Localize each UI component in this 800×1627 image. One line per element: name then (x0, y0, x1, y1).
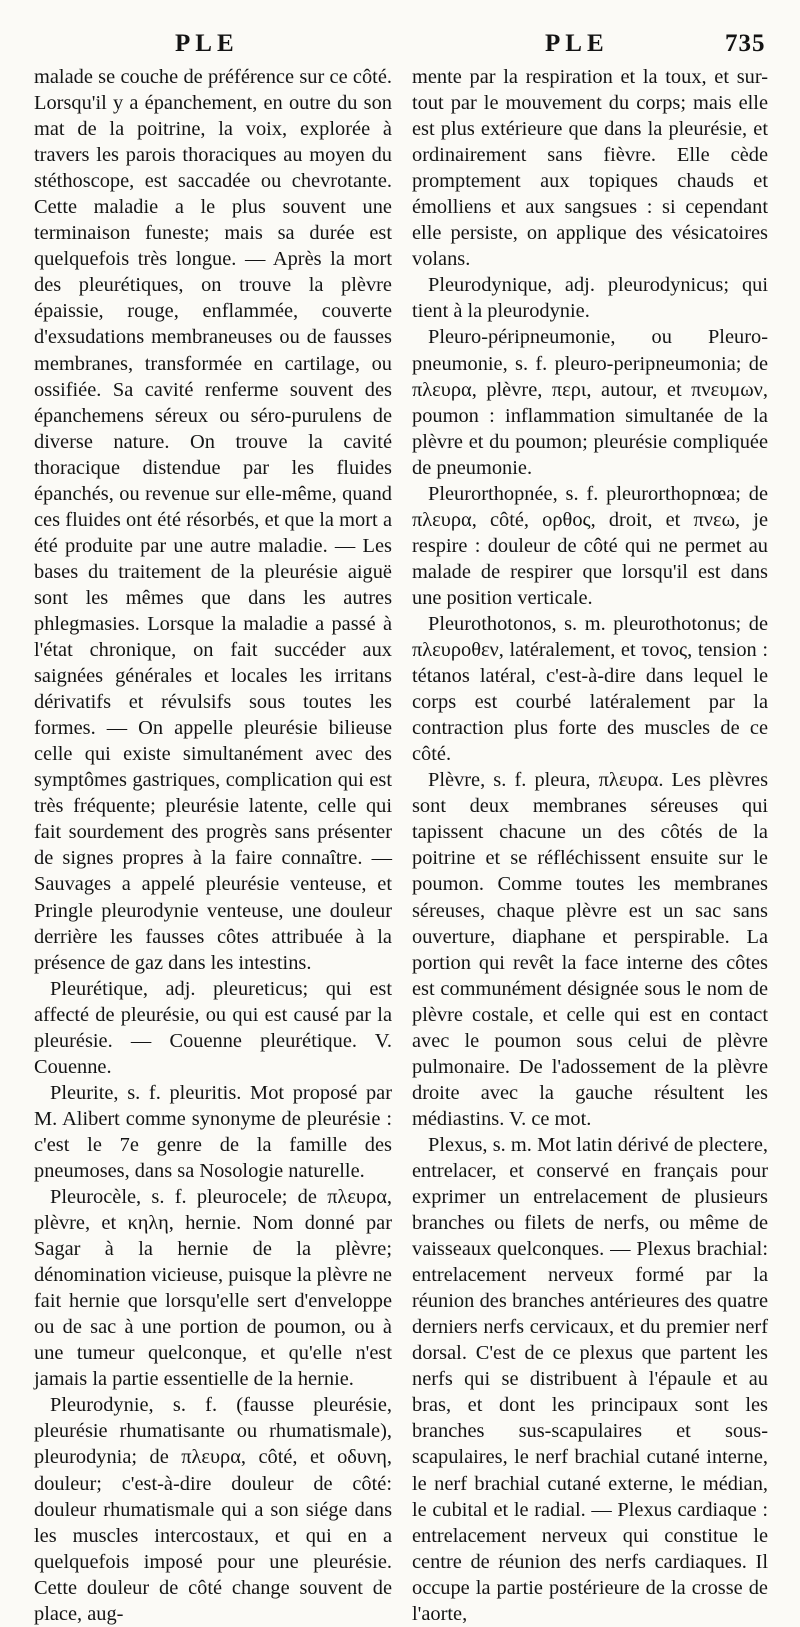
entry-pleuro-peripneumonie: Pleuro-péripneumonie, ou Pleuro-pneumonie, s. f. pleuro-peripneumonia; de πλευρα, plèvre, περι, autour, et πνευμων, poumon : inflammation simultanée de la plèvre et du poumon; pleurésie compliquée de pneumonie. (412, 326, 768, 479)
entry-plevre: Plèvre, s. f. pleura, πλευρα. Les plèvres sont deux membranes séreuses qui tapissent chacune un des côtés de la poitrine et se réfléchissent ensuite sur le poumon. Comme toutes les membranes séreuses, chaque plèvre est un sac sans ouverture, diaphane et perspirable. La portion qui revêt la face interne des côtes est communément désignée sous le nom de plèvre costale, et celle qui est en contact avec le poumon sous celui de plèvre pulmonaire. De l'adossement de la plèvre droite avec la gauche résultent les médiastins. V. ce mot. (412, 769, 768, 1130)
entry-pleurodynique: Pleurodynique, adj. pleurodynicus; qui tient à la pleurodynie. (412, 274, 768, 323)
entry-pleuretique: Pleurétique, adj. pleureticus; qui est affecté de pleurésie, ou qui est causé par la pleurésie. — Couenne pleurétique. V. Couenne. (34, 977, 392, 1078)
paragraph-continued: malade se couche de préférence sur ce côté. Lorsqu'il y a épanchement, en outre du son mat de la poitrine, la voix, explorée à travers les parois thoraciques au moyen du stéthoscope, est saccadée ou chevrotante. Cette maladie a le plus souvent une terminaison funeste; mais sa durée est quelquefois très longue. — Après la mort des pleurétiques, on trouve la plèvre épaissie, rouge, enflammée, couverte d'exsudations membraneuses ou de fausses membranes, transformée en cartilage, ou ossifiée. Sa cavité renferme souvent des épanchemens séreux ou séro-purulens de diverse nature. On trouve la cavité thoracique distendue par les fluides épanchés, ou revenue sur elle-même, quand ces fluides ont été résorbés, et que la mort a été produite par une autre maladie. — Les bases du traitement de la pleurésie aiguë sont les mêmes que dans les autres phlegmasies. Lorsque la maladie a passé à l'état chronique, on fait succéder aux saignées générales et locales les irritans dérivatifs et révulsifs sous toutes les formes. — On appelle pleurésie bilieuse celle qui existe simultanément avec des symptômes gastriques, complication qui est très fréquente; pleurésie latente, celle qui fait sourdement des progrès sans présenter de signes propres à la faire connaître. — Sauvages a appelé pleurésie venteuse, et Pringle pleurodynie venteuse, une douleur derrière les fausses côtes attribuée à la présence de gaz dans les intestins. (34, 66, 392, 974)
entry-plexus: Plexus, s. m. Mot latin dérivé de plectere, entrelacer, et conservé en français pour exprimer un entrelacement de plusieurs branches ou filets de nerfs, ou même de vaisseaux quelconques. — Plexus brachial: entrelacement nerveux formé par la réunion des branches antérieures des quatre derniers nerfs cervicaux, et du premier nerf dorsal. C'est de ce plexus que partent les nerfs qui se distribuent à l'épaule et au bras, et dont les principaux sont les branches sus-scapulaires et sous-scapulaires, le nerf brachial cutané interne, le nerf brachial cutané externe, le médian, le cubital et le radial. — Plexus cardiaque : entrelacement nerveux qui constitue le centre de réunion des nerfs cardiaques. Il occupe la partie postérieure de la crosse de l'aorte, (412, 1133, 768, 1625)
running-head-left: PLE (175, 30, 239, 57)
entry-pleurorthopnee: Pleurorthopnée, s. f. pleurorthopnœa; de πλευρα, côté, ορθος, droit, et πνεω, je respire : douleur de côté qui ne permet au malade de respirer que lorsqu'il est dans une position verticale. (412, 482, 768, 609)
entry-pleurite: Pleurite, s. f. pleuritis. Mot proposé par M. Alibert comme synonyme de pleurésie : c'est le 7e genre de la famille des pneumoses, dans sa Nosologie naturelle. (34, 1081, 392, 1182)
left-column (34, 64, 392, 1627)
page-number: 735 (725, 30, 766, 57)
entry-pleurodynie: Pleurodynie, s. f. (fausse pleurésie, pleurésie rhumatisante ou rhumatismale), pleurodynia; de πλευρα, côté, et οδυνη, douleur; c'est-à-dire douleur de côté: douleur rhumatismale qui a son siége dans les muscles intercostaux, et qui en a quelquefois imposé pour une pleurésie. Cette douleur de côté change souvent de place, aug- (34, 1394, 392, 1625)
entry-pleurothotonos: Pleurothotonos, s. m. pleurothotonus; de πλευροθεν, latéralement, et τονος, tension : tétanos latéral, c'est-à-dire dans lequel le corps est courbé latéralement par la contraction plus forte des muscles de ce côté. (412, 612, 768, 766)
paragraph-continued-right: mente par la respiration et la toux, et sur-tout par le mouvement du corps; mais elle est plus extérieure que dans la pleurésie, et ordinairement sans fièvre. Elle cède promptement aux topiques chauds et émolliens et aux sangsues : si cependant elle persiste, on applique des vésicatoires volans. (412, 66, 768, 271)
entry-pleurocele: Pleurocèle, s. f. pleurocele; de πλευρα, plèvre, et κηλη, hernie. Nom donné par Sagar à la hernie de la plèvre; dénomination vicieuse, puisque la plèvre ne fait hernie que lorsqu'elle sert d'enveloppe ou de sac à une portion de poumon, ou à une tumeur quelconque, et qu'elle n'est jamais la partie essentielle de la hernie. (34, 1186, 392, 1391)
running-head-right: PLE (545, 30, 609, 57)
right-column (412, 64, 768, 1627)
